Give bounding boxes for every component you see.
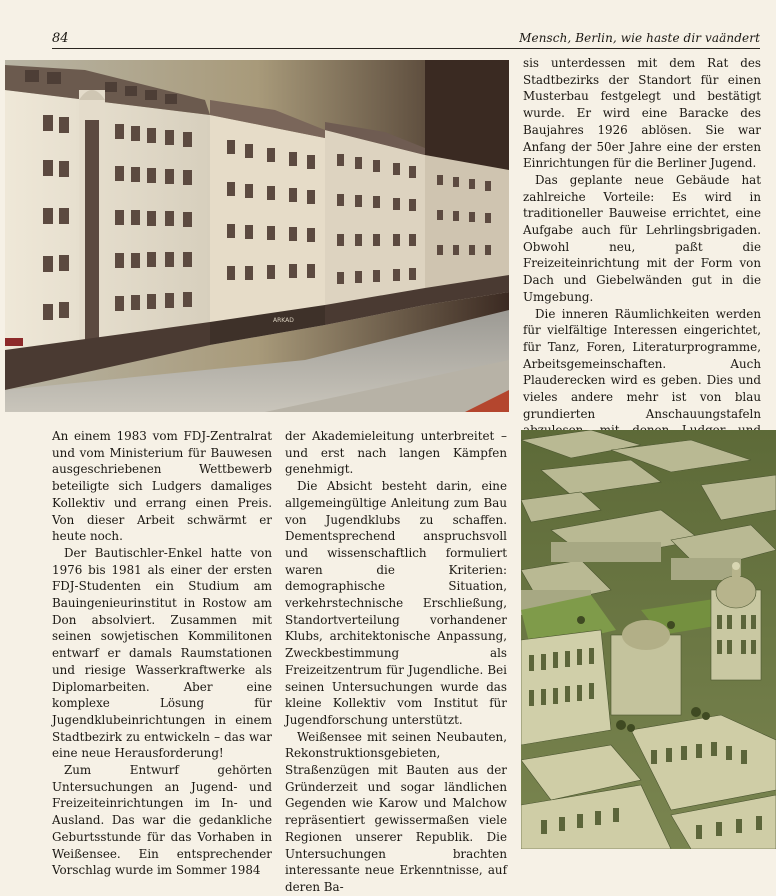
photo-city-model [521, 430, 776, 849]
text-column-right-top [523, 55, 761, 489]
paragraph: sis unterdessen mit dem Rat des Stadtbezirks der Standort für einen Musterbau festgelegt und bestätigt wurde. Er wird eine Baracke des Baujahres 1926 ablösen. Sie war Anfang der 50er Jahre eine der ersten Einrichtungen für die Berliner Jugend. [523, 56, 761, 171]
paragraph: Die Absicht besteht darin, eine allgemeingültige Anleitung zum Bau von Jugendklubs zu schaffen. Dementsprechend anspruchsvoll und wissenschaftlich formuliert waren die Kriterien: demographische Situation, verkehrstechnische Erschließung, Standortverteilung vorhandener Klubs, architektonische Anpassung, Zweckbestimmung als Freizeitzentrum für Jugendliche. Bei seinen Untersuchungen wurde das kleine Kollektiv vom Institut für Jugendforschung unterstützt. [285, 479, 507, 727]
text-column-middle [285, 428, 507, 896]
paragraph: Weißensee mit seinen Neubauten, Rekonstruktionsgebieten, Straßenzügen mit Bauten aus der Gründerzeit und sogar ländlichen Gegenden wie Karow und Malchow repräsentiert gewissermaßen viele Regionen unserer Republik. Die Untersuchungen brachten interessante neue Erkenntnisse, auf deren Ba- [285, 729, 507, 894]
running-head: Mensch, Berlin, wie haste dir vaändert [519, 31, 760, 45]
paragraph: An einem 1983 vom FDJ-Zentralrat und vom Ministerium für Bauwesen ausgeschriebenen Wettbewerb beteiligte sich Ludgers damaliges Kollektiv und errang einen Preis. Von dieser Arbeit schwärmt er heute noch. [52, 429, 272, 544]
page-number: 84 [52, 31, 69, 46]
header-rule [52, 48, 760, 49]
paragraph: Zum Entwurf gehörten Untersuchungen an Jugend- und Freizeiteinrichtungen im In- und Ausland. Das war die gedankliche Geburtsstunde für das Vorhaben in Weißensee. Ein entsprechender Vorschlag wurde im Sommer 1984 [52, 763, 272, 878]
paragraph: Die inneren Räumlichkeiten werden für vielfältige Interessen eingerichtet, für Tanz, Foren, Literaturprogramme, Arbeitsgemeinschaften. Auch Plauderecken wird es geben. Dies und vieles andere mehr ist von blau grundierten Anschauungstafeln [523, 306, 761, 421]
shop-sign: ARKAD [273, 317, 294, 324]
text-column-left [52, 428, 272, 879]
paragraph: der Akademieleitung unterbreitet – und erst nach langen Kämpfen genehmigt. [285, 429, 507, 477]
photo-building-model [5, 60, 509, 412]
paragraph: Der Bautischler-Enkel hatte von 1976 bis 1981 als einer der ersten FDJ-Studenten ein Studium am Bauingenieurinstitut in Rostow am Don absolviert. Zusammen mit seinen sowjetischen Kommilitonen entwarf er damals Raumstationen und riesige Wasserkraftwerke als Diplomarbeiten. Aber eine komplexe Lösung für Jugendklubeinrichtungen in einem Stadtbezirk zu entwickeln – das war eine neue Herausforderung! [52, 545, 272, 761]
paragraph: Das geplante neue Gebäude hat zahlreiche Vorteile: Es wird in traditioneller Bauweise errichtet, eine Aufgabe auch für Lehrlingsbrigaden. Obwohl neu, paßt die Freizeiteinrichtung mit der Form von Dach und Giebelwänden gut in die Umgebung. [523, 172, 761, 304]
